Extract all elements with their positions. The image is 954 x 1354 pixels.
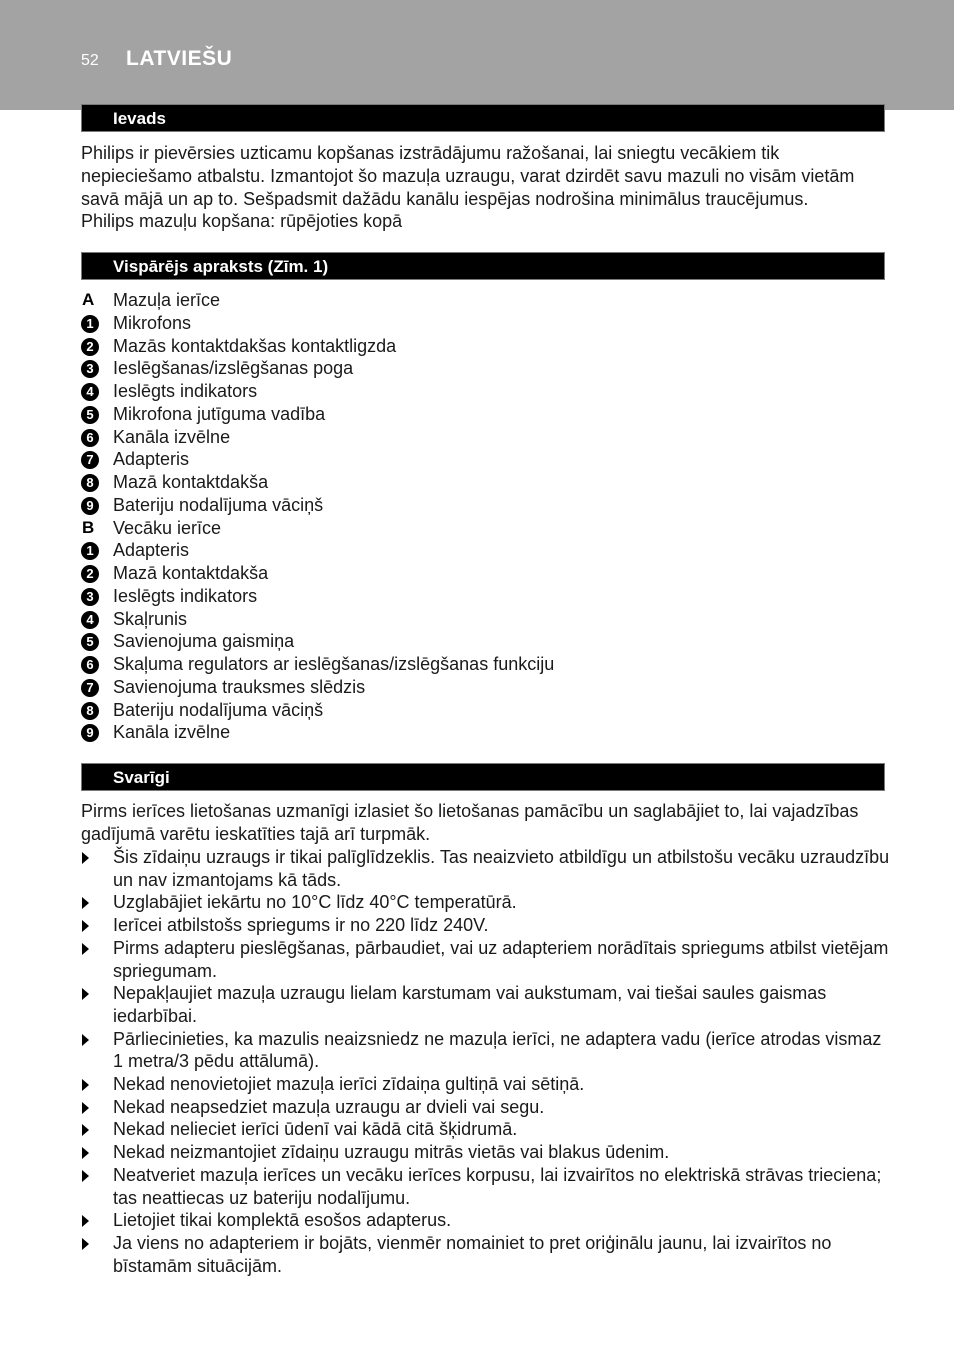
item-number-badge: 8 xyxy=(81,702,99,720)
item-label: Adapteris xyxy=(113,540,190,561)
item-label: Mazuļa ierīce xyxy=(113,290,221,310)
bullet-item xyxy=(81,1232,891,1277)
bullet-triangle-icon xyxy=(82,943,89,955)
item-label: Mikrofona jutīguma vadība xyxy=(113,403,326,424)
important-bullets xyxy=(81,846,891,1277)
item-label: Mazās kontaktdakšas kontaktligzda xyxy=(113,335,397,356)
item-label: Mazā kontaktdakša xyxy=(113,563,269,583)
bullet-item xyxy=(81,1028,891,1073)
list-item xyxy=(81,653,891,676)
bullet-triangle-icon xyxy=(82,920,89,932)
intro-text xyxy=(81,142,891,233)
bullet-item xyxy=(81,1073,891,1096)
bullet-text: Nekad neizmantojiet zīdaiņu uzraugu mitrās vietās vai blakus ūdenim. xyxy=(113,1142,670,1163)
item-label: Vecāku ierīce xyxy=(113,517,222,538)
section-title: Svarīgi xyxy=(113,768,170,787)
list-item xyxy=(81,494,891,517)
bullet-triangle-icon xyxy=(82,897,89,909)
section-heading-important xyxy=(81,763,885,791)
bullet-item xyxy=(81,846,891,891)
bullet-text: Lietojiet tikai komplektā esošos adapterus. xyxy=(113,1210,452,1231)
list-item xyxy=(81,676,891,699)
bullet-item xyxy=(81,1096,891,1119)
bullet-item xyxy=(81,914,891,937)
bullet-triangle-icon xyxy=(82,1124,89,1136)
section-title: Vispārējs apraksts (Zīm. 1) xyxy=(113,257,329,276)
bullet-text: Nekad neapsedziet mazuļa uzraugu ar dvieli vai segu. xyxy=(113,1096,545,1117)
item-number-badge: 3 xyxy=(81,588,99,606)
item-label: Mikrofons xyxy=(113,312,192,333)
list-item xyxy=(81,471,891,494)
item-number-badge: 8 xyxy=(81,474,99,492)
item-number-badge: 4 xyxy=(81,383,99,401)
item-label: Ieslēgts indikators xyxy=(113,381,258,401)
item-number-badge: 9 xyxy=(81,724,99,742)
section-heading-intro xyxy=(81,104,885,132)
list-item xyxy=(81,426,891,449)
bullet-triangle-icon xyxy=(82,1170,89,1182)
item-number-badge: 1 xyxy=(81,315,99,333)
list-item xyxy=(81,380,891,403)
item-label: Ieslēgts indikators xyxy=(113,585,258,606)
section-heading-overview xyxy=(81,252,885,280)
list-item xyxy=(81,312,891,335)
bullet-item xyxy=(81,937,891,982)
item-label: Kanāla izvēlne xyxy=(113,426,231,447)
bullet-triangle-icon xyxy=(82,1147,89,1159)
bullet-triangle-icon xyxy=(82,1079,89,1091)
list-item xyxy=(81,630,891,653)
bullet-text: Pārliecinieties, ka mazulis neaizsniedz ne mazuļa ierīci, ne adaptera vadu (ierīce atrodas vismaz 1 metra/3 pēdu attālumā). xyxy=(113,1028,882,1072)
item-label: Kanāla izvēlne xyxy=(113,722,231,743)
list-item xyxy=(81,357,891,380)
bullet-text: Nekad nelieciet ierīci ūdenī vai kādā citā šķidrumā. xyxy=(113,1119,518,1140)
item-label: Skaļuma regulators ar ieslēgšanas/izslēgšanas funkciju xyxy=(113,654,555,674)
bullet-triangle-icon xyxy=(82,1238,89,1250)
item-label: Mazā kontaktdakša xyxy=(113,472,269,492)
bullet-triangle-icon xyxy=(82,1215,89,1227)
item-letter: A xyxy=(82,290,95,309)
item-number-badge: 7 xyxy=(81,451,99,469)
bullet-text: Pirms adapteru pieslēgšanas, pārbaudiet, vai uz adapteriem norādītais spriegums atbilst vietējam spriegumam. xyxy=(113,937,889,981)
bullet-text: Nekad nenovietojiet mazuļa ierīci zīdaiņa gultiņā vai sētiņā. xyxy=(113,1074,585,1095)
list-item xyxy=(81,585,891,608)
important-intro xyxy=(81,800,891,846)
item-number-badge: 6 xyxy=(81,656,99,674)
bullet-item xyxy=(81,1164,891,1209)
list-item xyxy=(81,335,891,358)
list-item xyxy=(81,608,891,631)
paragraph: Philips ir pievērsies uzticamu kopšanas izstrādājumu ražošanai, lai sniegtu vecākiem tik nepieciešamo atbalstu. Izmantojot šo mazuļa uzraugu, varat dzirdēt savu mazuli no visām vietām savā mājā un ap to. Sešpadsmit dažādu kanālu iespējas nodrošina minimālus traucējumus. xyxy=(81,143,855,209)
bullet-item xyxy=(81,1209,891,1232)
item-number-badge: 2 xyxy=(81,338,99,356)
item-letter: B xyxy=(82,517,95,537)
overview-list xyxy=(81,289,891,744)
bullet-item xyxy=(81,982,891,1027)
item-label: Savienojuma gaismiņa xyxy=(113,631,295,652)
list-item xyxy=(81,517,891,540)
list-item xyxy=(81,562,891,585)
item-label: Adapteris xyxy=(113,449,190,470)
list-item xyxy=(81,289,891,312)
bullet-text: Neatveriet mazuļa ierīces un vecāku ierīces korpusu, lai izvairītos no elektriskā strāvas trieciena; tas neattiecas uz bateriju nodalījumu. xyxy=(113,1164,882,1208)
bullet-text: Uzglabājiet iekārtu no 10°C līdz 40°C temperatūrā. xyxy=(113,892,517,913)
header-band xyxy=(0,0,954,110)
bullet-text: Nepakļaujiet mazuļa uzraugu lielam karstumam vai aukstumam, vai tiešai saules gaismas iedarbībai. xyxy=(113,983,827,1026)
bullet-triangle-icon xyxy=(82,988,89,1000)
item-number-badge: 5 xyxy=(81,406,99,424)
page-number: 52 xyxy=(81,52,99,69)
bullet-triangle-icon xyxy=(82,852,89,864)
list-item xyxy=(81,448,891,471)
item-number-badge: 1 xyxy=(81,542,99,560)
item-label: Savienojuma trauksmes slēdzis xyxy=(113,676,366,697)
bullet-item xyxy=(81,891,891,914)
item-number-badge: 4 xyxy=(81,611,99,629)
paragraph: Philips mazuļu kopšana: rūpējoties kopā xyxy=(81,211,403,232)
bullet-item xyxy=(81,1141,891,1164)
item-number-badge: 5 xyxy=(81,633,99,651)
item-number-badge: 3 xyxy=(81,360,99,378)
section-title: Ievads xyxy=(113,109,166,128)
item-label: Skaļrunis xyxy=(113,608,188,629)
item-label: Ieslēgšanas/izslēgšanas poga xyxy=(113,358,354,379)
list-item xyxy=(81,721,891,744)
bullet-text: Šis zīdaiņu uzraugs ir tikai palīglīdzeklis. Tas neaizvieto atbildīgu un atbilstošu vecāku uzraudzību un nav izmantojams kā tāds. xyxy=(113,847,890,890)
bullet-item xyxy=(81,1118,891,1141)
list-item xyxy=(81,539,891,562)
item-number-badge: 6 xyxy=(81,429,99,447)
bullet-triangle-icon xyxy=(82,1102,89,1114)
bullet-text: Ierīcei atbilstošs spriegums ir no 220 līdz 240V. xyxy=(113,915,489,936)
list-item xyxy=(81,699,891,722)
bullet-text: Ja viens no adapteriem ir bojāts, vienmēr nomainiet to pret oriģinālu jaunu, lai izvairītos no bīstamām situācijām. xyxy=(113,1232,832,1276)
paragraph: Pirms ierīces lietošanas uzmanīgi izlasiet šo lietošanas pamācību un saglabājiet to, lai vajadzības gadījumā varētu ieskatīties tajā arī turpmāk. xyxy=(81,801,859,844)
item-label: Bateriju nodalījuma vāciņš xyxy=(113,494,324,515)
list-item xyxy=(81,403,891,426)
language-title: LATVIEŠU xyxy=(126,47,233,70)
bullet-triangle-icon xyxy=(82,1034,89,1046)
item-number-badge: 2 xyxy=(81,565,99,583)
item-label: Bateriju nodalījuma vāciņš xyxy=(113,699,324,720)
item-number-badge: 7 xyxy=(81,679,99,697)
item-number-badge: 9 xyxy=(81,497,99,515)
